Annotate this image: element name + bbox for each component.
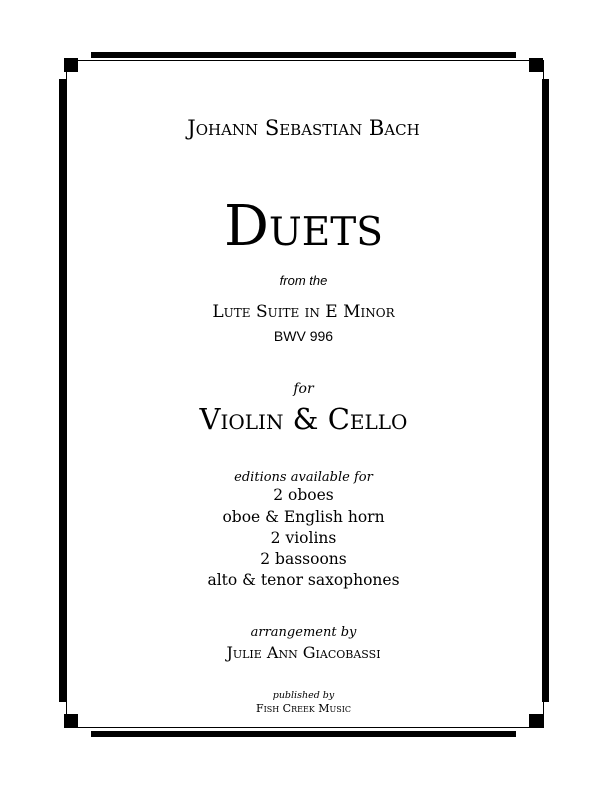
instrumentation: Violin & Cello	[199, 402, 408, 436]
list-item: 2 bassoons	[260, 550, 347, 568]
catalog-number: BWV 996	[273, 328, 334, 344]
editions-heading: editions available for	[234, 470, 373, 485]
published-by-label: published by	[272, 690, 335, 701]
for-label: for	[293, 381, 314, 397]
arranger-name: Julie Ann Giacobassi	[226, 643, 381, 662]
list-item: alto & tenor saxophones	[207, 571, 400, 589]
list-item: 2 violins	[270, 529, 337, 547]
composer-name: Johann Sebastian Bach	[187, 116, 420, 140]
arrangement-by-label: arrangement by	[250, 625, 357, 640]
from-the-label: from the	[279, 273, 328, 288]
source-work: Lute Suite in E Minor	[212, 302, 395, 322]
list-item: 2 oboes	[273, 486, 334, 504]
page-title: Duets	[224, 194, 383, 259]
publisher-name: Fish Creek Music	[255, 702, 352, 715]
list-item: oboe & English horn	[222, 508, 385, 526]
